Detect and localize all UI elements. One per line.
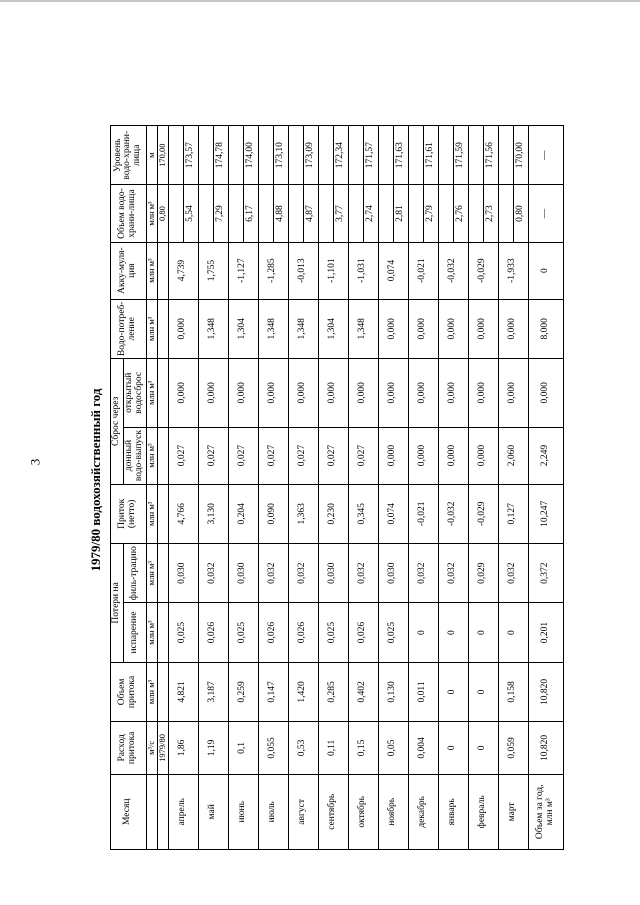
month-cell: декабрь (408, 774, 438, 849)
value-cell: 0,027 (228, 427, 258, 484)
table-row (348, 126, 363, 850)
value-cell: 0,025 (318, 603, 348, 662)
footer-cell: 10,820 (528, 662, 563, 721)
value-cell: 0,05 (378, 722, 408, 775)
value-cell: 1,348 (258, 299, 288, 358)
header-filtration: филь-трацию (123, 544, 146, 603)
spacer-cell (408, 185, 423, 242)
volume-cell: 7,29 (213, 185, 228, 242)
value-cell: 0,030 (378, 544, 408, 603)
footer-cell: — (528, 126, 563, 185)
value-cell: 0,004 (408, 722, 438, 775)
value-cell: 1,304 (318, 299, 348, 358)
volume-cell: 4,88 (273, 185, 288, 242)
value-cell: 0,000 (408, 299, 438, 358)
value-cell: 3,187 (198, 662, 228, 721)
value-cell: 0,032 (498, 544, 528, 603)
footer-cell: 0,201 (528, 603, 563, 662)
header-net-inflow: Приток (нетто) (111, 484, 147, 543)
table-body (168, 126, 528, 850)
value-cell: 0,000 (348, 359, 378, 428)
value-cell: 1,420 (288, 662, 318, 721)
page-title: 1979/80 водохозяйственный год (88, 388, 103, 572)
table-row (438, 126, 453, 850)
volume-cell: 2,81 (393, 185, 408, 242)
footer-cell: 2,249 (528, 427, 563, 484)
value-cell: 0,074 (378, 242, 408, 299)
value-cell: 4,739 (168, 242, 198, 299)
initial-level: 170,00 (157, 126, 168, 185)
value-cell: 0,000 (288, 359, 318, 428)
value-cell: 4,766 (168, 484, 198, 543)
spacer-cell (438, 185, 453, 242)
value-cell: 0,158 (498, 662, 528, 721)
month-cell: апрель (168, 774, 198, 849)
value-cell: 0,000 (438, 359, 468, 428)
table-row (378, 126, 393, 850)
value-cell: -0,029 (468, 484, 498, 543)
value-cell: 0,204 (228, 484, 258, 543)
value-cell: 1,304 (228, 299, 258, 358)
month-cell: июль (258, 774, 288, 849)
value-cell: 0,230 (318, 484, 348, 543)
value-cell: 0,285 (318, 662, 348, 721)
footer-label: Объем за год, млн м³ (528, 774, 563, 849)
unit-cell: млн м³ (146, 359, 157, 428)
spacer-cell (348, 185, 363, 242)
value-cell: 0,026 (198, 603, 228, 662)
header-discharge-group: Сброс через (111, 359, 124, 485)
value-cell: -0,021 (408, 242, 438, 299)
unit-cell (146, 774, 157, 849)
value-cell: -0,029 (468, 242, 498, 299)
spacer-cell (468, 185, 483, 242)
value-cell: 0,032 (258, 544, 288, 603)
month-cell: февраль (468, 774, 498, 849)
value-cell: 0,000 (498, 299, 528, 358)
value-cell: 0,000 (378, 299, 408, 358)
spacer-cell (498, 185, 513, 242)
value-cell: 0,029 (468, 544, 498, 603)
spacer-cell (318, 185, 333, 242)
value-cell: -0,032 (438, 242, 468, 299)
volume-cell: 6,17 (243, 185, 258, 242)
table-row (258, 126, 273, 850)
value-cell: 0,090 (258, 484, 288, 543)
month-cell: октябрь (348, 774, 378, 849)
value-cell: -1,127 (228, 242, 258, 299)
value-cell: 0,032 (348, 544, 378, 603)
month-cell: август (288, 774, 318, 849)
unit-cell: млн м³ (146, 544, 157, 603)
unit-cell: млн м³ (146, 185, 157, 242)
unit-cell: млн м³ (146, 603, 157, 662)
value-cell: 0,000 (408, 427, 438, 484)
value-cell: 0,000 (438, 427, 468, 484)
footer-cell: 0,000 (528, 359, 563, 428)
level-cell: 171,61 (423, 126, 438, 185)
initial-volume: 0,80 (157, 185, 168, 242)
level-cell: 173,09 (303, 126, 318, 185)
table-row (318, 126, 333, 850)
value-cell: 0,027 (288, 427, 318, 484)
value-cell: -0,021 (408, 484, 438, 543)
spacer-cell (318, 126, 333, 185)
spacer-cell (348, 126, 363, 185)
table-row (498, 126, 513, 850)
value-cell: 0,074 (378, 484, 408, 543)
spacer-cell (288, 126, 303, 185)
unit-cell: млн м³ (146, 662, 157, 721)
header-reservoir-volume: Объем водо-храни-лища (111, 185, 147, 242)
spacer-cell (168, 185, 183, 242)
value-cell: 0 (468, 722, 498, 775)
value-cell: 0,030 (228, 544, 258, 603)
month-cell: май (198, 774, 228, 849)
value-cell: 1,19 (198, 722, 228, 775)
footer-cell: 10,820 (528, 722, 563, 775)
value-cell: 0,000 (408, 359, 438, 428)
value-cell: 0 (408, 603, 438, 662)
month-cell: сентябрь (318, 774, 348, 849)
level-cell: 174,00 (243, 126, 258, 185)
value-cell: 0,000 (258, 359, 288, 428)
unit-cell: м (146, 126, 157, 185)
level-cell: 173,10 (273, 126, 288, 185)
unit-cell: млн м³ (146, 299, 157, 358)
month-cell: ноябрь (378, 774, 408, 849)
spacer-cell (258, 126, 273, 185)
water-balance-table (110, 125, 564, 850)
header-inflow-volume: Объем притока (111, 662, 147, 721)
value-cell: 0,000 (468, 299, 498, 358)
spacer-cell (228, 185, 243, 242)
value-cell: 0 (438, 662, 468, 721)
header-accumulation: Акку-муля-ция (111, 242, 147, 299)
table-row (198, 126, 213, 850)
value-cell: 0,011 (408, 662, 438, 721)
value-cell: 0,026 (348, 603, 378, 662)
value-cell: 1,755 (198, 242, 228, 299)
volume-cell: 2,76 (453, 185, 468, 242)
value-cell: 0,53 (288, 722, 318, 775)
value-cell: 0,259 (228, 662, 258, 721)
value-cell: 0,000 (468, 359, 498, 428)
spacer-cell (378, 185, 393, 242)
value-cell: 0,345 (348, 484, 378, 543)
value-cell: 0,000 (168, 299, 198, 358)
footer-cell: 8,000 (528, 299, 563, 358)
value-cell: 0,000 (228, 359, 258, 428)
value-cell: 0 (468, 603, 498, 662)
value-cell: 0,027 (198, 427, 228, 484)
value-cell: 0,027 (348, 427, 378, 484)
value-cell: 0,000 (168, 359, 198, 428)
spacer-cell (168, 126, 183, 185)
value-cell: 1,86 (168, 722, 198, 775)
month-cell: январь (438, 774, 468, 849)
unit-cell: м³/с (146, 722, 157, 775)
value-cell: 0,027 (318, 427, 348, 484)
footer-cell: 0,372 (528, 544, 563, 603)
value-cell: 0,130 (378, 662, 408, 721)
volume-cell: 2,79 (423, 185, 438, 242)
spacer-cell (408, 126, 423, 185)
header-month: Месяц (111, 774, 147, 849)
value-cell: 0 (438, 603, 468, 662)
value-cell: -0,013 (288, 242, 318, 299)
value-cell: 0,11 (318, 722, 348, 775)
value-cell: 1,348 (198, 299, 228, 358)
page-number: 3 (27, 458, 43, 466)
value-cell: -1,933 (498, 242, 528, 299)
value-cell: 0,000 (378, 359, 408, 428)
level-cell: 172,34 (333, 126, 348, 185)
header-evaporation: испарение (123, 603, 146, 662)
value-cell: 0,025 (228, 603, 258, 662)
value-cell: 0,147 (258, 662, 288, 721)
spacer-cell (198, 126, 213, 185)
header-bottom-outlet: донный водо-выпуск (123, 427, 146, 484)
value-cell: 0,027 (168, 427, 198, 484)
level-cell: 171,56 (483, 126, 498, 185)
units-row (146, 126, 157, 850)
table-row (228, 126, 243, 850)
value-cell: 0,000 (318, 359, 348, 428)
value-cell: 0,030 (318, 544, 348, 603)
value-cell: 0,032 (438, 544, 468, 603)
level-cell: 170,00 (513, 126, 528, 185)
value-cell: 0,15 (348, 722, 378, 775)
header-open-spillway: открытый водосброс (123, 359, 146, 428)
table-row (168, 126, 183, 850)
spacer-cell (468, 126, 483, 185)
value-cell: 0,032 (408, 544, 438, 603)
header-reservoir-level: Уровень водо-храни-лища (111, 126, 147, 185)
value-cell: 0,026 (288, 603, 318, 662)
value-cell: 4,821 (168, 662, 198, 721)
spacer-cell (198, 185, 213, 242)
value-cell: 3,130 (198, 484, 228, 543)
value-cell: 0,000 (438, 299, 468, 358)
footer-cell: 10,247 (528, 484, 563, 543)
unit-cell: млн м³ (146, 484, 157, 543)
year-row (157, 126, 168, 850)
volume-cell: 5,54 (183, 185, 198, 242)
value-cell: 0,059 (498, 722, 528, 775)
spacer-cell (228, 126, 243, 185)
value-cell: 0,032 (198, 544, 228, 603)
table-row (468, 126, 483, 850)
spacer-cell (498, 126, 513, 185)
volume-cell: 4,87 (303, 185, 318, 242)
value-cell: 1,363 (288, 484, 318, 543)
header-losses-group: Потери на (111, 544, 124, 663)
table-row (408, 126, 423, 850)
footer-cell: — (528, 185, 563, 242)
month-cell: март (498, 774, 528, 849)
footer-row (528, 126, 563, 850)
level-cell: 171,59 (453, 126, 468, 185)
value-cell: 0,032 (288, 544, 318, 603)
value-cell: 0,030 (168, 544, 198, 603)
value-cell: 0,055 (258, 722, 288, 775)
header-inflow-rate: Расход притока (111, 722, 147, 775)
value-cell: 1,348 (288, 299, 318, 358)
value-cell: 0,1 (228, 722, 258, 775)
value-cell: 0,025 (168, 603, 198, 662)
level-cell: 171,57 (363, 126, 378, 185)
month-cell: июнь (228, 774, 258, 849)
unit-cell: млн м³ (146, 242, 157, 299)
value-cell: -1,031 (348, 242, 378, 299)
value-cell: 0,127 (498, 484, 528, 543)
value-cell: 0 (468, 662, 498, 721)
top-edge-line (0, 0, 640, 2)
volume-cell: 2,73 (483, 185, 498, 242)
unit-cell: млн м³ (146, 427, 157, 484)
footer-cell: 0 (528, 242, 563, 299)
value-cell: -0,032 (438, 484, 468, 543)
value-cell: 0,000 (498, 359, 528, 428)
spacer-cell (258, 185, 273, 242)
spacer-cell (288, 185, 303, 242)
value-cell: 0,000 (378, 427, 408, 484)
value-cell: 0,000 (198, 359, 228, 428)
level-cell: 173,57 (183, 126, 198, 185)
level-cell: 174,78 (213, 126, 228, 185)
header-water-use: Водо-потреб-ление (111, 299, 147, 358)
value-cell: -1,101 (318, 242, 348, 299)
value-cell: 0,402 (348, 662, 378, 721)
value-cell: 0,000 (468, 427, 498, 484)
rotated-page-content (82, 110, 602, 850)
spacer-cell (378, 126, 393, 185)
volume-cell: 0,80 (513, 185, 528, 242)
value-cell: 0,027 (258, 427, 288, 484)
table-row (288, 126, 303, 850)
spacer-cell (438, 126, 453, 185)
value-cell: 0 (438, 722, 468, 775)
level-cell: 171,63 (393, 126, 408, 185)
value-cell: 0,026 (258, 603, 288, 662)
volume-cell: 2,74 (363, 185, 378, 242)
value-cell: 0 (498, 603, 528, 662)
value-cell: 1,348 (348, 299, 378, 358)
value-cell: 0,025 (378, 603, 408, 662)
year-label: 1979/80 (157, 722, 168, 775)
value-cell: 2,060 (498, 427, 528, 484)
value-cell: -1,285 (258, 242, 288, 299)
volume-cell: 3,77 (333, 185, 348, 242)
